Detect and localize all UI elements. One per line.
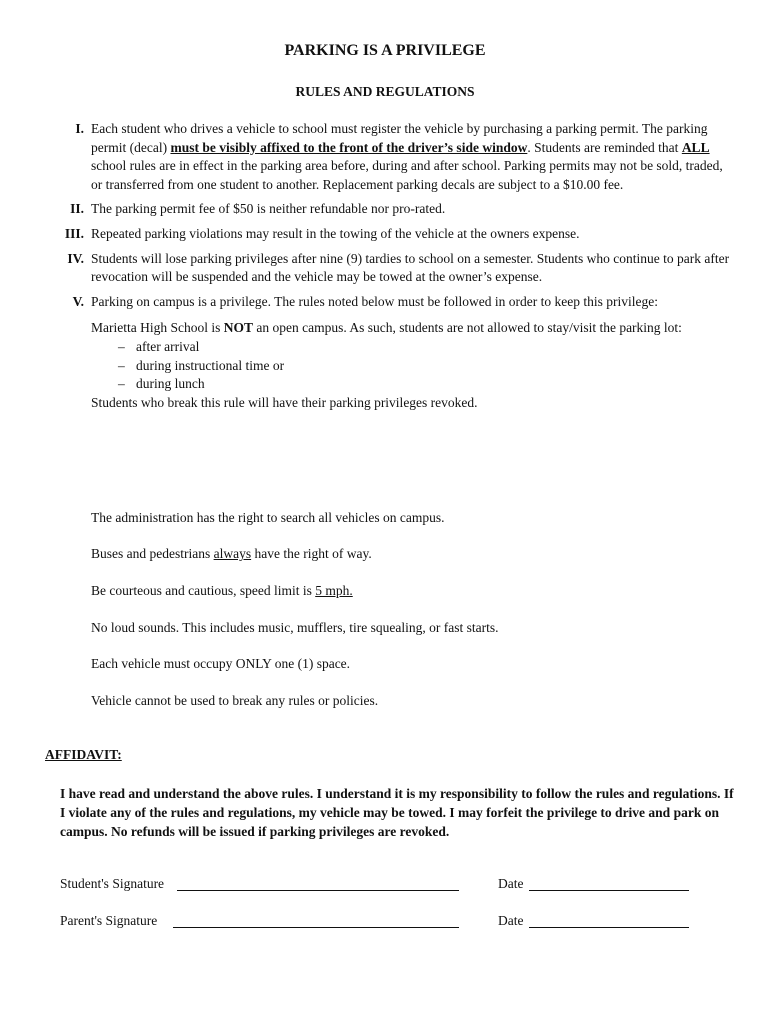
parent-date-label: Date [498, 913, 524, 928]
rule-emphasis: always [213, 546, 252, 561]
rule-item-1 [0, 120, 770, 194]
rule-numeral: V. [72, 293, 84, 309]
page-title: PARKING IS A PRIVILEGE [284, 42, 486, 59]
rule-text: Parking on campus is a privilege. The rules noted below must be followed in order to keep this privilege: [91, 293, 658, 309]
campus-intro-text: Marietta High School is [91, 320, 224, 336]
affidavit-text: I have read and understand the above rules. I understand it is my responsibility to follow the rules and regulations. If I violate any of the rules and regulations, my vehicle may be towed. I may forfeit the privilege to drive and park on campus. No refunds will be issued if parking privileges are revoked. [60, 786, 734, 839]
campus-outro: Students who break this rule will have their parking privileges revoked. [91, 394, 478, 410]
list-item: – during instructional time or [118, 357, 285, 373]
rule-text-part: have the right of way. [251, 546, 372, 561]
rule-loud-sounds: No loud sounds. This includes music, mufflers, tire squealing, or fast starts. [91, 620, 499, 635]
rules-list [0, 120, 770, 412]
rule-text: Students will lose parking privileges after nine (9) tardies to school on a semester. Students who continue to park after revocation will be suspended and the vehicle may be towed at the owner’s expense. [91, 250, 730, 285]
list-item: – during lunch [118, 376, 205, 392]
student-date-label: Date [498, 876, 524, 891]
list-item-text: after arrival [136, 338, 200, 354]
campus-emphasis: NOT [223, 320, 253, 336]
rule-policies: Vehicle cannot be used to break any rules or policies. [91, 693, 379, 708]
student-signature-label: Student's Signature [60, 876, 165, 891]
rule-search: The administration has the right to search all vehicles on campus. [91, 510, 445, 525]
rule-item-5 [0, 293, 770, 312]
list-item-text: during lunch [136, 376, 205, 392]
rule-text-part: . Students are reminded that [527, 139, 682, 155]
rule-item-4 [0, 250, 770, 287]
rule-numeral: III. [64, 225, 84, 241]
rule-text: Repeated parking violations may result in the towing of the vehicle at the owners expense. [91, 225, 580, 241]
page-subtitle: RULES AND REGULATIONS [295, 84, 475, 99]
rule-numeral: I. [75, 121, 84, 136]
rule-emphasis: 5 mph. [315, 583, 353, 598]
rule-text [91, 120, 731, 194]
list-item-text: during instructional time or [136, 357, 285, 373]
rule-numeral: II. [70, 201, 84, 217]
campus-rule [91, 319, 731, 412]
rule-item-3 [0, 225, 770, 244]
rule-right-of-way [91, 546, 731, 562]
list-item: – after arrival [118, 338, 200, 354]
rule-text-part: school rules are in effect in the parking area before, during and after school. Parking permits may not be sold, traded, or transferred from one student to another. Replacement parking decals are subject to a $10.00 fee. [91, 158, 723, 192]
parent-signature-line[interactable] [173, 927, 459, 928]
rule-text-part: Be courteous and cautious, speed limit is [91, 583, 316, 598]
rule-numeral: IV. [67, 250, 84, 266]
parent-date-line[interactable] [529, 927, 689, 928]
rule-item-2 [0, 200, 770, 219]
rule-text-part: Each student who drives a vehicle to school must register the vehicle by purchasing a parking permit. The parking permit (decal) [91, 121, 708, 155]
campus-intro-text: an open campus. As such, students are not allowed to stay/visit the parking lot: [253, 320, 682, 336]
student-signature-line[interactable] [177, 890, 459, 891]
rule-speed-limit [91, 583, 731, 599]
parent-signature-label: Parent's Signature [60, 913, 158, 928]
rule-emphasis: must be visibly affixed to the front of the driver’s side window [170, 139, 528, 155]
rule-text-part: Buses and pedestrians [91, 546, 214, 561]
student-date-line[interactable] [529, 890, 689, 891]
campus-intro [91, 319, 731, 338]
campus-restriction-list [91, 338, 731, 394]
rule-one-space: Each vehicle must occupy ONLY one (1) space. [91, 656, 351, 671]
affidavit-heading: AFFIDAVIT: [45, 747, 122, 762]
rule-text: The parking permit fee of $50 is neither refundable nor pro-rated. [91, 201, 446, 217]
rule-emphasis: ALL [681, 139, 710, 155]
